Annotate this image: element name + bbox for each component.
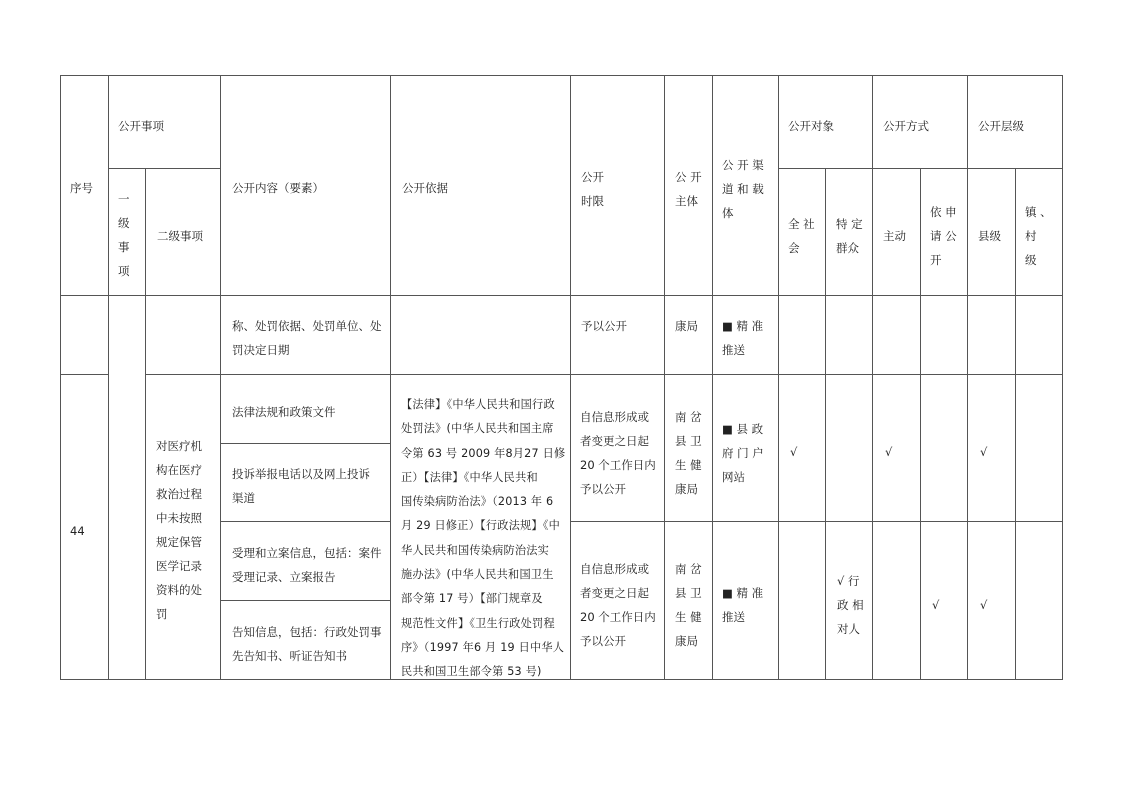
header-method: 公开方式 [883,119,929,133]
cont-time: 予以公开 [581,319,627,333]
check-all-1: √ [790,445,798,459]
header-target: 公开对象 [788,119,834,133]
header-level-county: 县级 [978,229,1001,243]
cont-content: 称、处罚依据、处罚单位、处 罚决定日期 [232,319,382,357]
channel-2: ■ 精 准 推送 [722,586,764,624]
header-level2: 二级事项 [157,229,203,243]
check-request-2: √ [932,598,940,612]
target-specific-2: √ 行 政 相 对人 [837,574,864,636]
header-level-town: 镇 、 村 级 [1025,205,1052,267]
header-subject: 公 开 主体 [675,170,702,208]
time-limit-2: 自信息形成或 者变更之日起 20 个工作日内 予以公开 [580,562,656,648]
content-case: 受理和立案信息，包括：案件 受理记录、立案报告 [232,546,382,584]
cont-subject: 康局 [675,319,698,333]
header-method-request: 依 申 请 公 开 [930,205,957,267]
header-seq: 序号 [70,181,93,195]
check-active-1: √ [885,445,893,459]
basis-text: 【法律】《中华人民共和国行政 处罚法》(中华人民共和国主席 令第 63 号 2009 年8月27 日修 正）【法律】《中华人民共和 国传染病防治法》（2013 年 6 月 29 日修正）【行政法规】《中 华人民共和国传染病防治法实 施办法》(中华人民共和国卫生 部令第 17 号）【部门规章及 规范性文件】《卫生行政处罚程 序》（1997 年6 月 19 日中华人 民共和国卫生部令第 53 号) [401,398,566,679]
row-seq-44: 44 [70,524,85,538]
header-basis: 公开依据 [402,181,448,195]
header-target-all: 全 社 会 [788,217,815,255]
header-target-specific: 特 定 群众 [836,217,863,255]
subject-2: 南 岔 县 卫 生 健 康局 [675,562,702,648]
content-notice: 告知信息，包括：行政处罚事 先告知书、听证告知书 [232,625,382,663]
header-channel: 公 开 渠 道 和 载 体 [722,158,764,220]
header-level: 公开层级 [978,119,1024,133]
subject-1: 南 岔 县 卫 生 健 康局 [675,410,702,496]
header-method-active: 主动 [883,229,906,243]
header-content: 公开内容（要素） [232,181,324,195]
check-county-1: √ [980,445,988,459]
header-level1: 一 级 事 项 [118,192,130,278]
item-name: 对医疗机 构在医疗 救治过程 中未按照 规定保管 医学记录 资料的处 罚 [156,439,202,621]
channel-1: ■ 县 政 府 门 户 网站 [722,422,764,484]
cont-channel: ■ 精 准 推送 [722,319,764,357]
check-county-2: √ [980,598,988,612]
header-items: 公开事项 [118,119,164,133]
time-limit-1: 自信息形成或 者变更之日起 20 个工作日内 予以公开 [580,410,656,496]
content-complaint: 投诉举报电话以及网上投诉 渠道 [232,467,370,505]
content-laws: 法律法规和政策文件 [232,405,336,419]
header-time-limit: 公开 时限 [581,170,604,208]
